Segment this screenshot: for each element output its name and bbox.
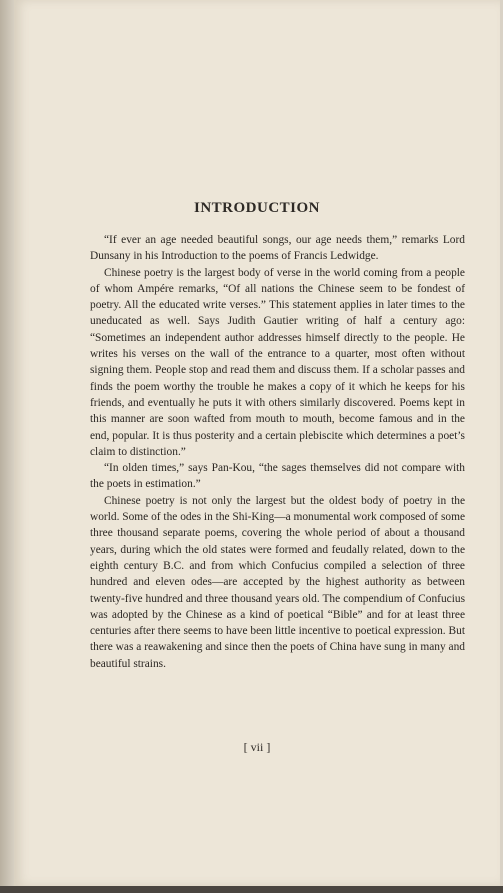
book-binding xyxy=(0,0,14,893)
paragraph-2: Chinese poetry is the largest body of verse in the world coming from a people of whom Ampére remarks, “Of all nations the Chinese seem to be fondest of poetry. All the educated write verses.” This statement applies in later times to the uneducated as well. Says Judith Gautier writing of half a century ago: “Sometimes an independent author addresses himself directly to the people. He writes his verses on the wall of the entrance to a quarter, most often without signing them. People stop and read them and discuss them. If a scholar passes and finds the poem worthy the trouble he makes a copy of it which he keeps for his friends, and eventually he puts it with others similarly discovered. Poems kept in this manner are soon wafted from mouth to mouth, become famous and in the end, popular. It is thus posterity and a certain plebiscite which determines a poet’s claim to distinction.” xyxy=(90,266,465,458)
book-page xyxy=(14,0,500,886)
page-number: [ vii ] xyxy=(243,740,271,754)
page-bottom-edge xyxy=(0,886,503,893)
page-title: INTRODUCTION xyxy=(193,200,320,216)
body-text xyxy=(90,232,465,672)
paragraph-3: “In olden times,” says Pan-Kou, “the sages themselves did not compare with the poets in estimation.” xyxy=(90,462,465,491)
paragraph-1: “If ever an age needed beautiful songs, our age needs them,” remarks Lord Dunsany in his Introduction to the poems of Francis Ledwidge. xyxy=(90,234,465,263)
paragraph-4: Chinese poetry is not only the largest but the oldest body of poetry in the world. Some of the odes in the Shi-King—a monumental work composed of some three thousand separate poems, covering the whole period of about a thousand years, during which the old states were formed and feudally related, down to the eighth century B.C. and from which Confucius compiled a selection of three hundred and eleven odes—are accepted by the highest authority as between twenty-five hundred and three thousand years old. The compendium of Confucius was adopted by the Chinese as a kind of poetical “Bible” and for at least three centuries after there seems to have been little incentive to poetical expression. But there was a reawakening and since then the poets of China have sung in many and beautiful strains. xyxy=(90,494,465,670)
